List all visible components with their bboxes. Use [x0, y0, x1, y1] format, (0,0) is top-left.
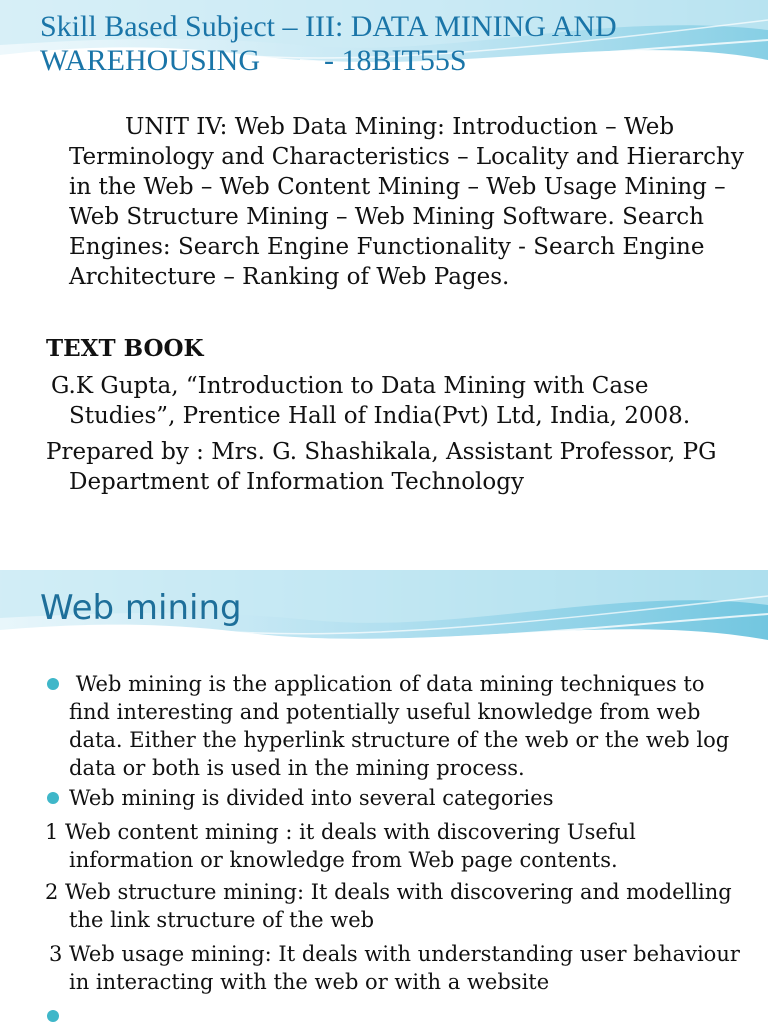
slide-2 [0, 570, 768, 1024]
bullet-web-mining-definition [69, 670, 749, 782]
bullet-dot-empty [47, 1010, 59, 1022]
slide-2-title: Web mining [40, 588, 242, 628]
bullet-dot [47, 678, 59, 690]
item-web-structure-mining: 2 Web structure mining: It deals with discovering and modelling the link structure of the web [45, 880, 732, 932]
title-line-2-code: - 18BIT55S [324, 44, 467, 77]
prepared-by: Prepared by : Mrs. G. Shashikala, Assistant Professor, PG Department of Information Technology [46, 439, 717, 495]
title-line-2 [40, 44, 760, 78]
unit-description [69, 112, 759, 292]
textbook-reference: G.K Gupta, “Introduction to Data Mining with Case Studies”, Prentice Hall of India(Pvt) Ltd, India, 2008. [51, 373, 691, 429]
textbook-heading: TEXT BOOK [46, 335, 204, 362]
bullet-dot [47, 792, 59, 804]
unit-text: UNIT IV: Web Data Mining: Introduction – Web Terminology and Characteristics – Locality and Hierarchy in the Web – Web Content Mining – Web Usage Mining – Web Structure Mining – Web Mining Software. Search Engines: Search Engine Functionality - Search Engine Architecture – Ranking of Web Pages. [69, 114, 744, 290]
slide-1-title [40, 10, 760, 78]
bullet-1-text: Web mining is the application of data mining techniques to find interesting and potentially useful knowledge from web data. Either the hyperlink structure of the web or the web log data or both is used in the mining process. [69, 672, 730, 780]
item-web-content-mining: 1 Web content mining : it deals with discovering Useful information or knowledge from Web page contents. [45, 820, 636, 872]
title-line-1: Skill Based Subject – III: DATA MINING AND [40, 10, 617, 43]
bullet-web-mining-categories: Web mining is divided into several categories [69, 786, 554, 810]
title-line-2-subject: WAREHOUSING [40, 44, 260, 77]
item-web-usage-mining: 3 Web usage mining: It deals with understanding user behaviour in interacting with the web or with a website [49, 942, 740, 994]
